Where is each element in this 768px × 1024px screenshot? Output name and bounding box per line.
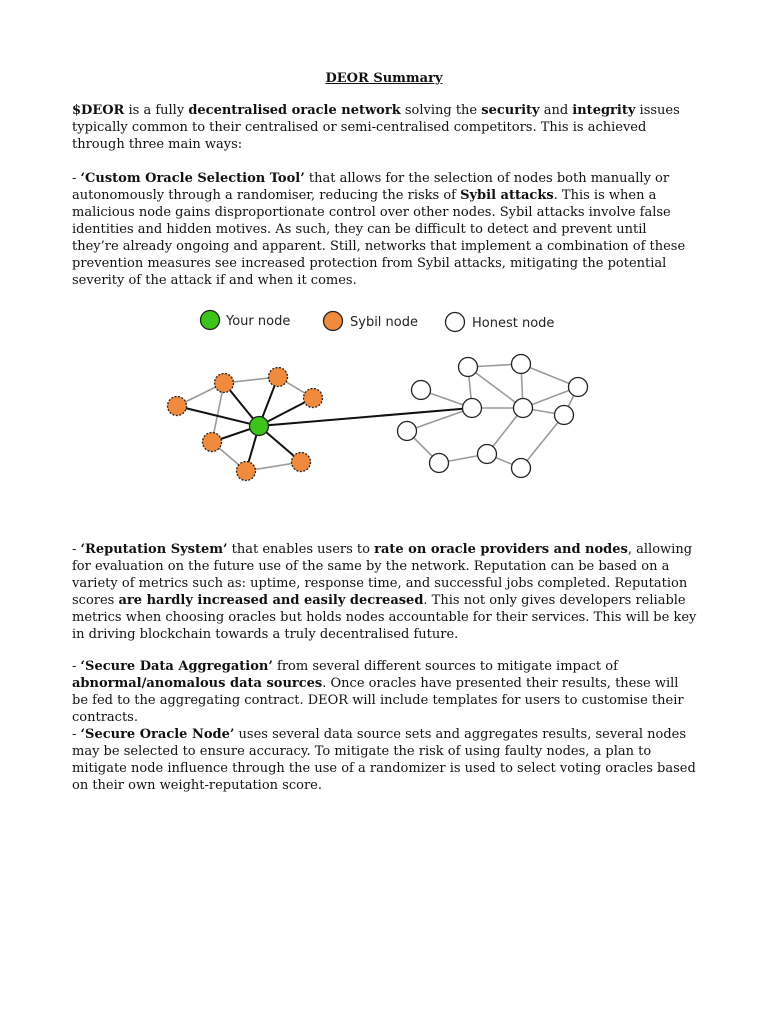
sybil-node (304, 389, 323, 408)
intro-text: issues typically common to their centralised or semi-centralised competitors. This is achieved through three main ways: (72, 103, 680, 152)
honest-node (555, 406, 574, 425)
sybil-node (215, 374, 234, 393)
legend-honest-node-label: Honest node (472, 316, 555, 331)
section-text: that allows for the selection of nodes both manually or autonomously through a randomiser, reducing the risks of (72, 171, 670, 203)
intro-bold-network: decentralised oracle network (188, 103, 401, 118)
section-text: from several different sources to mitigate impact of (272, 659, 618, 674)
section-text: , allowing for evaluation on the future use of the same by the network. Reputation can be based on a variety of metrics such as: uptime, response time, and successful jobs completed. Reputation scores (72, 542, 693, 608)
honest-node (412, 381, 431, 400)
bullet-dash: - (72, 171, 81, 186)
section-secure-oracle-node (72, 726, 697, 794)
sybil-node (168, 397, 187, 416)
section-bold-term: Sybil attacks (460, 188, 554, 203)
legend-sybil-node-label: Sybil node (350, 315, 418, 330)
bullet-dash: - (72, 659, 81, 674)
legend-your-node-label: Your node (226, 314, 291, 329)
section-reputation-system (72, 541, 697, 643)
your-node (250, 417, 269, 436)
sybil-node (269, 368, 288, 387)
honest-node (463, 399, 482, 418)
section-heading: ‘Secure Oracle Node’ (80, 727, 235, 742)
honest-node (398, 422, 417, 441)
honest-node (478, 445, 497, 464)
section-text: uses several data source sets and aggregates results, several nodes may be selected to ensure accuracy. To mitigate the risk of using faulty nodes, a plan to mitigate node influence through the use of a randomizer is used to select voting oracles based on their own weight-reputation score. (72, 727, 696, 793)
intro-bold-security: security (481, 103, 540, 118)
honest-node (512, 355, 531, 374)
honest-node (430, 454, 449, 473)
intro-text: solving the (400, 103, 482, 118)
intro-bold-integrity: integrity (572, 103, 636, 118)
honest-node (459, 358, 478, 377)
section-text: . Once oracles have presented their results, these will be fed to the aggregating contract. DEOR will include templates for users to customise their contracts. (72, 676, 684, 725)
sybil-network-diagram (150, 300, 602, 486)
honest-node (512, 459, 531, 478)
section-text: that enables users to (227, 542, 375, 557)
intro-token-name: $DEOR (72, 103, 125, 118)
section-heading: ‘Custom Oracle Selection Tool’ (80, 171, 305, 186)
section-secure-data-aggregation (72, 658, 697, 726)
section-text: . This not only gives developers reliable metrics when choosing oracles but holds nodes accountable for their services. This will be key in driving blockchain towards a truly decentralised future. (72, 593, 697, 642)
section-bold-term: abnormal/anomalous data sources (72, 676, 323, 691)
section-bold-term: are hardly increased and easily decreased (118, 593, 424, 608)
legend-sybil-node-icon (324, 312, 343, 331)
intro-paragraph (72, 102, 697, 153)
document-title: DEOR Summary (325, 71, 443, 86)
section-custom-oracle-selection (72, 170, 697, 289)
intro-text: and (539, 103, 573, 118)
section-heading: ‘Secure Data Aggregation’ (80, 659, 273, 674)
honest-node (569, 378, 588, 397)
bullet-dash: - (72, 542, 81, 557)
sybil-node (292, 453, 311, 472)
honest-node (514, 399, 533, 418)
sybil-node (237, 462, 256, 481)
intro-text: is a fully (124, 103, 189, 118)
section-text: . This is when a malicious node gains disproportionate control over other nodes. Sybil attacks involve false identities and hidden motives. As such, they can be difficult to detect and prevent until they’re already ongoing and apparent. Still, networks that implement a combination of these prevention measures see increased protection from Sybil attacks, mitigating the potential severity of the attack if and when it comes. (72, 188, 686, 288)
section-bold-term: rate on oracle providers and nodes (374, 542, 628, 557)
legend-your-node-icon (201, 311, 220, 330)
bullet-dash: - (72, 727, 81, 742)
sybil-node (203, 433, 222, 452)
legend-honest-node-icon (446, 313, 465, 332)
section-heading: ‘Reputation System’ (80, 542, 228, 557)
